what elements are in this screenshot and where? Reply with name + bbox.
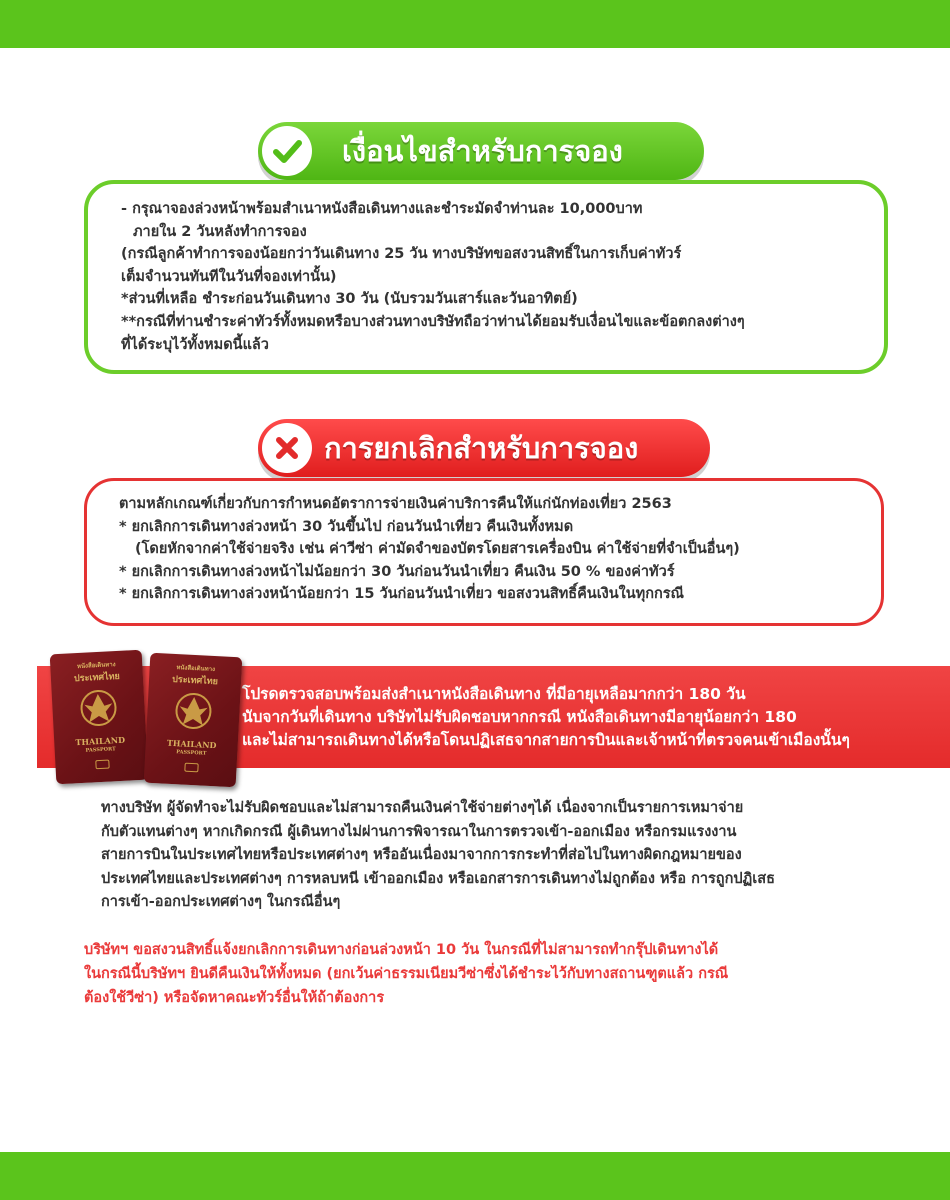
top-green-bar <box>0 0 950 48</box>
disclaimer-line: กับตัวแทนต่างๆ หากเกิดกรณี ผู้เดินทางไม่ผ่านการพิจารณาในการตรวจเข้า-ออกเมือง หรือกรมแรงงาน <box>101 823 737 840</box>
passport-notice-line: และไม่สามารถเดินทางได้หรือโดนปฏิเสธจากสายการบินและเจ้าหน้าที่ตรวจคนเข้าเมืองนั้นๆ <box>242 731 850 749</box>
company-rights-line: บริษัทฯ ขอสงวนสิทธิ์แจ้งยกเลิกการเดินทางก่อนล่วงหน้า 10 วัน ในกรณีที่ไม่สามารถทำกรุ๊ปเดินทางได้ <box>84 942 719 958</box>
passport-image <box>144 653 243 788</box>
conditions-line: *ส่วนที่เหลือ ชำระก่อนวันเดินทาง 30 วัน (นับรวมวันเสาร์และวันอาทิตย์) <box>121 291 578 308</box>
passport-notice-text <box>242 683 850 752</box>
cancellation-header <box>258 419 710 477</box>
conditions-line: เต็มจำนวนทันทีในวันที่จองเท่านั้น) <box>121 268 337 285</box>
check-icon <box>262 126 312 176</box>
cancellation-box <box>84 478 884 626</box>
conditions-line: ภายใน 2 วันหลังทำการจอง <box>133 223 307 240</box>
passport-notice-line: โปรดตรวจสอบพร้อมส่งสำเนาหนังสือเดินทาง ที่มีอายุเหลือมากกว่า 180 วัน <box>242 685 746 703</box>
company-rights-line: ในกรณีนี้บริษัทฯ ยินดีคืนเงินให้ทั้งหมด (ยกเว้นค่าธรรมเนียมวีซ่าซึ่งได้ชำระไว้กับทางสถานฑูตแล้ว กรณี <box>84 966 729 982</box>
chip-icon <box>95 760 109 770</box>
passport-country: THAILAND <box>166 737 217 751</box>
company-rights-paragraph <box>84 938 728 1010</box>
disclaimer-line: การเข้า-ออกประเทศต่างๆ ในกรณีอื่นๆ <box>101 894 341 910</box>
disclaimer-line: สายการบินในประเทศไทยหรือประเทศต่างๆ หรืออันเนื่องมาจากการกระทำที่ส่อไปในทางผิดกฎหมายของ <box>101 847 742 863</box>
conditions-header <box>258 122 704 180</box>
cancellation-line: * ยกเลิกการเดินทางล่วงหน้าไม่น้อยกว่า 30 วันก่อนวันนำเที่ยว คืนเงิน 50 % ของค่าทัวร์ <box>119 563 675 580</box>
conditions-line: - กรุณาจองล่วงหน้าพร้อมสำเนาหนังสือเดินทางและชำระมัดจำท่านละ 10,000บาท <box>121 201 643 217</box>
passport-top-text: หนังสือเดินทาง <box>76 661 116 671</box>
passport-label: PASSPORT <box>85 746 117 754</box>
chip-icon <box>184 763 198 773</box>
cancellation-title: การยกเลิกสำหรับการจอง <box>324 431 639 465</box>
bottom-green-bar <box>0 1152 950 1200</box>
passport-top-text: หนังสือเดินทาง <box>176 664 216 674</box>
passport-thai-name: ประเทศไทย <box>171 674 219 688</box>
conditions-line: **กรณีที่ท่านชำระค่าทัวร์ทั้งหมดหรือบางส่วนทางบริษัทถือว่าท่านได้ยอมรับเงื่อนไขและข้อตกลงต่างๆ <box>121 313 745 330</box>
disclaimer-paragraph <box>101 797 775 915</box>
cancellation-line: * ยกเลิกการเดินทางล่วงหน้าน้อยกว่า 15 วันก่อนวันนำเที่ยว ขอสงวนสิทธิ์คืนเงินในทุกกรณี <box>119 586 685 602</box>
conditions-box <box>84 180 888 374</box>
cancellation-line: (โดยหักจากค่าใช้จ่ายจริง เช่น ค่าวีซ่า ค่ามัดจำของบัตรโดยสารเครื่องบิน ค่าใช้จ่ายที่จำเป็นอื่นๆ) <box>135 541 740 557</box>
passport-country: THAILAND <box>75 734 126 748</box>
conditions-line: ที่ได้ระบุไว้ทั้งหมดนี้แล้ว <box>121 336 269 353</box>
cancellation-line: ตามหลักเกณฑ์เกี่ยวกับการกำหนดอัตราการจ่ายเงินค่าบริการคืนให้แก่นักท่องเที่ยว 2563 <box>119 496 672 512</box>
garuda-emblem-icon <box>78 687 120 729</box>
disclaimer-line: ประเทศไทยและประเทศต่างๆ การหลบหนี เข้าออกเมือง หรือเอกสารการเดินทางไม่ถูกต้อง หรือ การถูกปฏิเสธ <box>101 870 775 887</box>
conditions-line: (กรณีลูกค้าทำการจองน้อยกว่าวันเดินทาง 25 วัน ทางบริษัทขอสงวนสิทธิ์ในการเก็บค่าทัวร์ <box>121 246 682 263</box>
disclaimer-line: ทางบริษัท ผู้จัดทำจะไม่รับผิดชอบและไม่สามารถคืนเงินค่าใช้จ่ายต่างๆได้ เนื่องจากเป็นรายการเหมาจ่าย <box>101 800 744 816</box>
passport-image <box>50 650 149 785</box>
passport-thai-name: ประเทศไทย <box>73 671 121 685</box>
passport-notice-line: นับจากวันที่เดินทาง บริษัทไม่รับผิดชอบหากกรณี หนังสือเดินทางมีอายุน้อยกว่า 180 <box>242 708 797 726</box>
cross-icon <box>262 423 312 473</box>
garuda-emblem-icon <box>172 690 214 732</box>
company-rights-line: ต้องใช้วีซ่า) หรือจัดหาคณะทัวร์อื่นให้ถ้าต้องการ <box>84 990 385 1006</box>
passport-label: PASSPORT <box>175 749 207 757</box>
cancellation-line: * ยกเลิกการเดินทางล่วงหน้า 30 วันขึ้นไป ก่อนวันนำเที่ยว คืนเงินทั้งหมด <box>119 518 574 535</box>
conditions-title: เงื่อนไขสำหรับการจอง <box>342 134 623 168</box>
